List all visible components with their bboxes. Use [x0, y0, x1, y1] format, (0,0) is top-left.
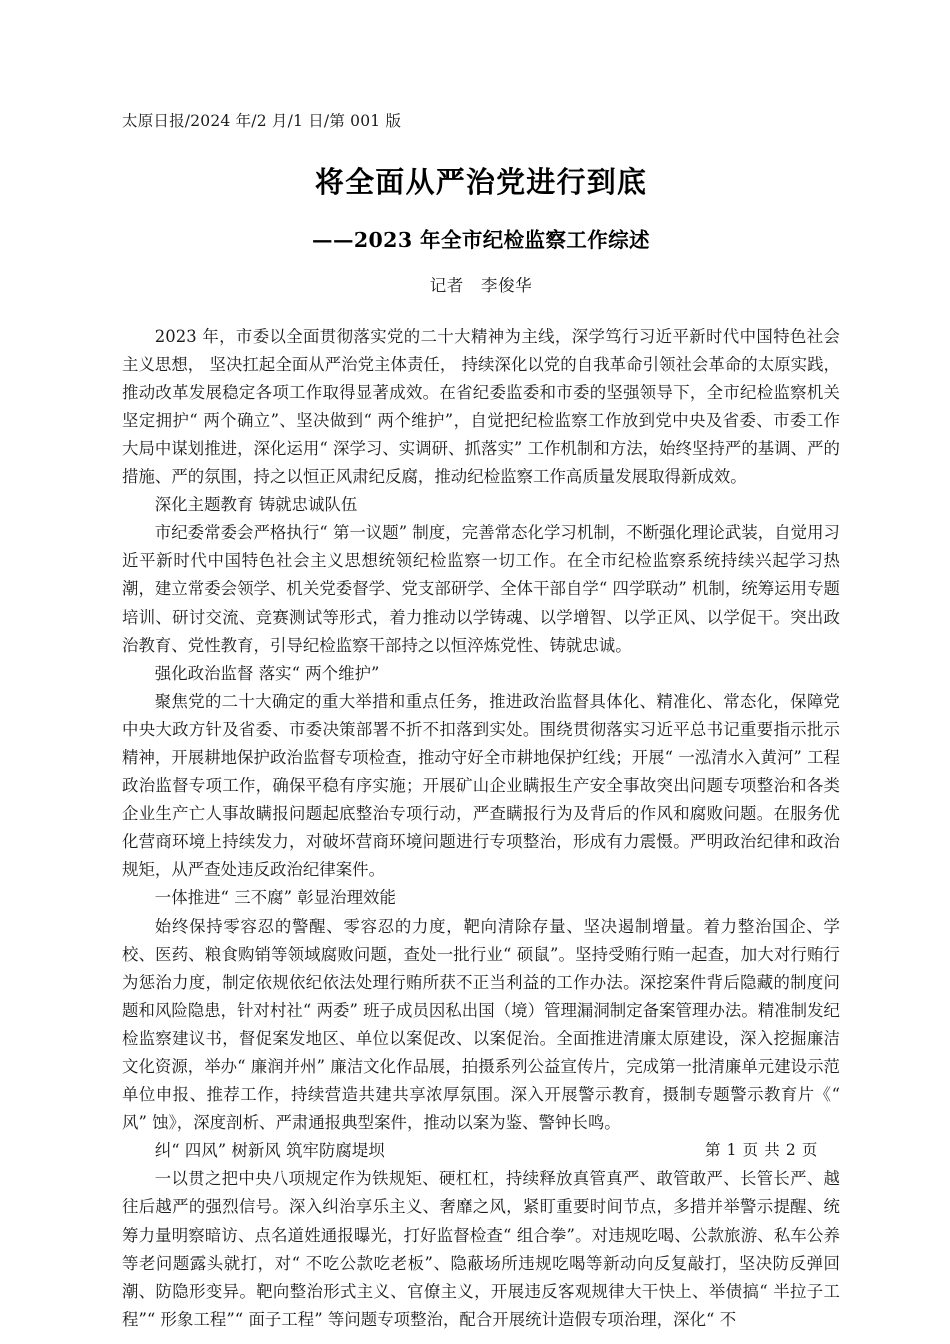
masthead-source-line: 太原日报/2024 年/2 月/1 日/第 001 版 — [122, 112, 402, 130]
article-body — [122, 323, 840, 1334]
section-heading: 一体推进“ 三不腐” 彰显治理效能 — [154, 888, 396, 908]
section-heading: 纠“ 四风” 树新风 筑牢防腐堤坝 — [154, 1141, 385, 1161]
section-heading: 深化主题教育 铸就忠诚队伍 — [154, 495, 358, 515]
section-heading: 强化政治监督 落实“ 两个维护” — [154, 663, 380, 683]
body-paragraph: 聚焦党的二十大确定的重大举措和重点任务，推进政治监督具体化、精准化、常态化，保障党中央大政方针及省委、市委决策部署不折不扣落到实处。围绕贯彻落实习近平总书记重要指示批示精神，开展耕地保护政治监督专项检查，推动守好全市耕地保护红线；开展“ 一泓清水入黄河” 工程政治监督专项工作，确保平稳有序实施；开展矿山企业瞒报生产安全事故突出问题专项整治和各类企业生产亡人事故瞒报问题起底整治专项行动，严查瞒报行为及背后的作风和腐败问题。在服务优化营商环境上持续发力，对破坏营商环境问题进行专项整治，形成有力震慑。严明政治纪律和政治规矩，从严查处违反政治纪律案件。 — [122, 691, 840, 880]
article-byline: 记者 李俊华 — [429, 276, 533, 296]
page-number-footer: 第 1 页 共 2 页 — [705, 1141, 818, 1159]
body-paragraph: 一以贯之把中央八项规定作为铁规矩、硬杠杠，持续释放真管真严、敢管敢严、长管长严、越往后越严的强烈信号。深入纠治享乐主义、奢靡之风，紧盯重要时间节点，多措并举警示提醒、统筹力量明察暗访、点名道姓通报曝光，打好监督检查“ 组合拳”。对违规吃喝、公款旅游、私车公养等老问题露头就打，对“ 不吃公款吃老板”、隐蔽场所违规吃喝等新动向反复敲打，坚决防反弹回潮、防隐形变异。靶向整治形式主义、官僚主义，开展违反客观规律大干快上、举债搞“ 半拉子工程”“ 形象工程”“ 面子工程” 等问题专项整治，配合开展统计造假专项治理，深化“ 不 — [122, 1169, 840, 1329]
article-subtitle: ——2023 年全市纪检监察工作综述 — [312, 227, 650, 252]
body-paragraph: 市纪委常委会严格执行“ 第一议题” 制度，完善常态化学习机制，不断强化理论武装，自觉用习近平新时代中国特色社会主义思想统领纪检监察一切工作。在全市纪检监察系统持续兴起学习热潮，建立常委会领学、机关党委督学、党支部研学、全体干部自学“ 四学联动” 机制，统筹运用专题培训、研讨交流、竞赛测试等形式，着力推动以学铸魂、以学增智、以学正风、以学促干。突出政治教育、党性教育，引导纪检监察干部持之以恒淬炼党性、铸就忠诚。 — [122, 523, 840, 655]
article-title: 将全面从严治党进行到底 — [314, 165, 648, 200]
body-paragraph: 始终保持零容忍的警醒、零容忍的力度，靶向清除存量、坚决遏制增量。着力整治国企、学校、医药、粮食购销等领域腐败问题，查处一批行业“ 硕鼠”。坚持受贿行贿一起查，加大对行贿行为惩治力度，制定依规依纪依法处理行贿所获不正当利益的工作办法。深挖案件背后隐藏的制度问题和风险隐患，针对村社“ 两委” 班子成员因私出国（境）管理漏洞制定备案管理办法。精准制发纪检监察建议书，督促案发地区、单位以案促改、以案促治。全面推进清廉太原建设，深入挖掘廉洁文化资源，举办“ 廉润并州” 廉洁文化作品展，拍摄系列公益宣传片，完成第一批清廉单元建设示范单位申报、推荐工作，持续营造共建共享浓厚氛围。深入开展警示教育，摄制专题警示教育片《“ 风” 蚀》，深度剖析、严肃通报典型案件，推动以案为鉴、警钟长鸣。 — [122, 916, 840, 1133]
document-content-column — [122, 0, 840, 1334]
body-paragraph: 2023 年，市委以全面贯彻落实党的二十大精神为主线，深学笃行习近平新时代中国特色社会主义思想， 坚决扛起全面从严治党主体责任， 持续深化以党的自我革命引领社会革命的太原实践，推动改革发展稳定各项工作取得显著成效。在省纪委监委和市委的坚强领导下，全市纪检监察机关坚定拥护“ 两个确立”、坚决做到“ 两个维护”，自觉把纪检监察工作放到党中央及省委、市委工作大局中谋划推进，深化运用“ 深学习、实调研、抓落实” 工作机制和方法，始终坚持严的基调、严的措施、严的氛围，持之以恒正风肃纪反腐，推动纪检监察工作高质量发展取得新成效。 — [122, 326, 840, 487]
